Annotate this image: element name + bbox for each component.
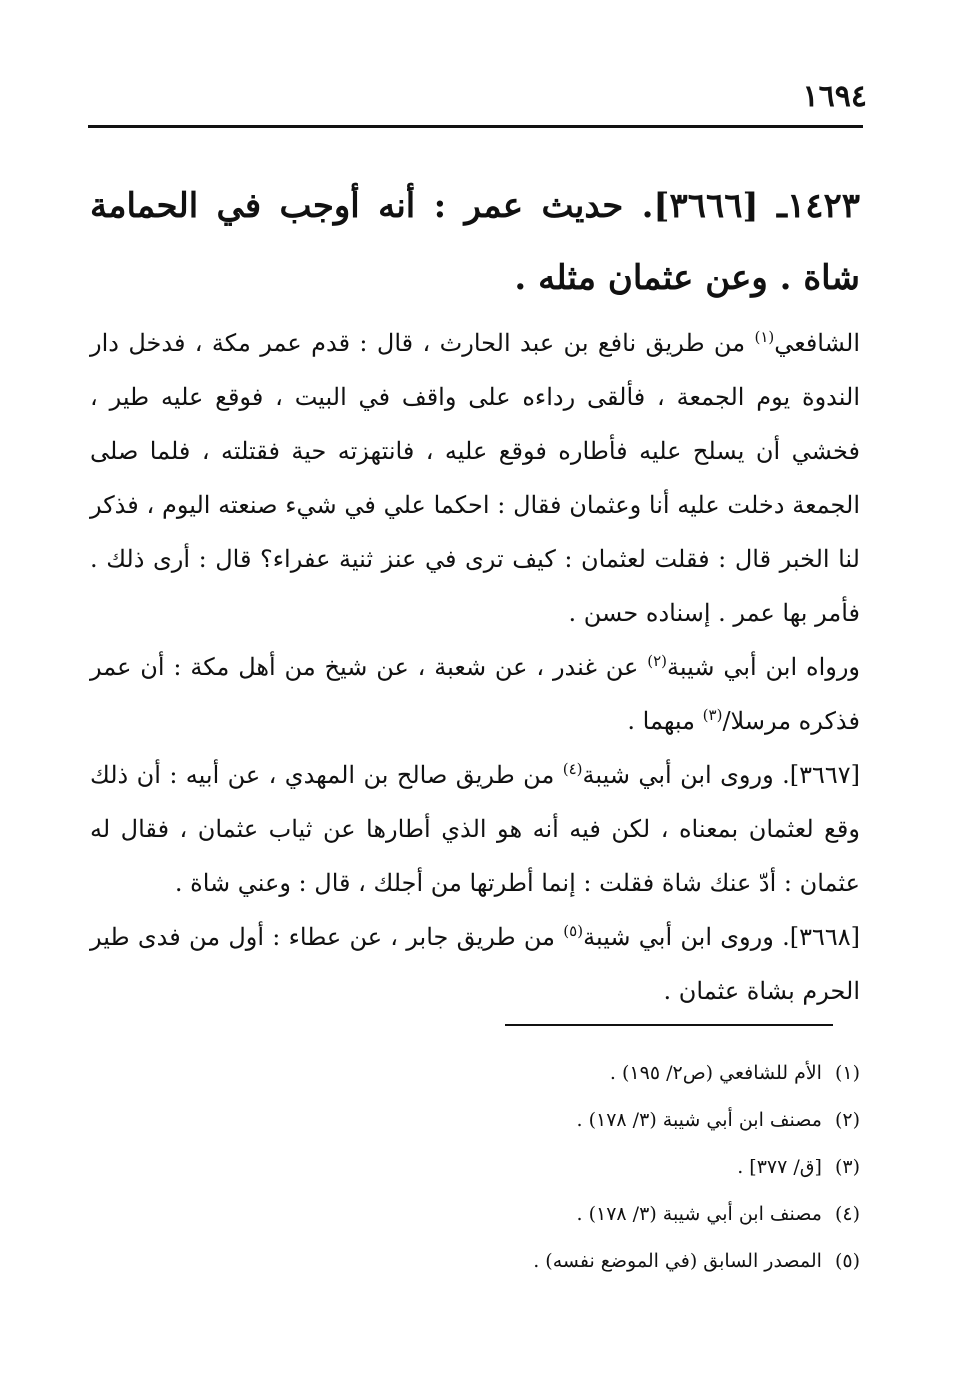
footnote-ref: (١) bbox=[754, 328, 775, 346]
footnote-ref: (٤) bbox=[562, 760, 583, 778]
paragraph-3667 bbox=[90, 748, 860, 910]
footnote-item bbox=[90, 1050, 860, 1097]
footnote-number: (١) bbox=[834, 1062, 860, 1084]
footnote-ref: (٣) bbox=[702, 706, 723, 724]
footnote-number: (٣) bbox=[834, 1156, 860, 1178]
footnotes-list bbox=[90, 1050, 860, 1285]
footnote-item bbox=[90, 1191, 860, 1238]
footnote-number: (٢) bbox=[834, 1109, 860, 1131]
body-text bbox=[90, 316, 860, 1018]
footnote-number: (٤) bbox=[834, 1203, 860, 1225]
footnote-item bbox=[90, 1144, 860, 1191]
paragraph-text: [٣٦٦٨]. وروى ابن أبي شيبة bbox=[583, 923, 860, 951]
paragraph-text: الشافعي bbox=[774, 329, 860, 357]
paragraph-ibn-abi-shaybah bbox=[90, 640, 860, 748]
footnote-ref: (٥) bbox=[563, 922, 584, 940]
paragraph-3668 bbox=[90, 910, 860, 1018]
footnote-text: المصدر السابق (في الموضع نفسه) . bbox=[533, 1250, 822, 1272]
paragraph-text: [٣٦٦٧]. وروى ابن أبي شيبة bbox=[582, 761, 860, 789]
paragraph-text: من طريق جابر ، عن عطاء : أول من فدى طير الحرم بشاة عثمان . bbox=[90, 923, 860, 1005]
paragraph-text: مبهما . bbox=[627, 707, 703, 735]
paragraph-shafii bbox=[90, 316, 860, 640]
footnote-number: (٥) bbox=[834, 1250, 860, 1272]
paragraph-text: ورواه ابن أبي شيبة bbox=[667, 653, 861, 681]
footnote-text: الأم للشافعي (ص٢/ ١٩٥) . bbox=[609, 1062, 822, 1084]
paragraph-text: من طريق نافع بن عبد الحارث ، قال : قدم عمر مكة ، فدخل دار الندوة يوم الجمعة ، فألقى رداءه على واقف في البيت ، فوقع عليه طير ، فخشي أن يسلح عليه فأطاره فوقع عليه ، فانتهزته حية فقتلته ، فلما صلى الجمعة دخلت عليه أنا وعثمان فقال : احكما علي في شيء صنعته اليوم ، فذكر لنا الخبر قال : فقلت لعثمان : كيف ترى في عنز ثنية عفراء؟ قال : أرى ذلك . فأمر بها عمر . إسناده حسن . bbox=[90, 329, 860, 627]
paragraph-text: عن غندر ، عن شعبة ، عن شيخ من أهل مكة : أن عمر فذكره مرسلا/ bbox=[90, 653, 860, 735]
page-number: ١٦٩٤ bbox=[802, 79, 867, 114]
footnote-ref: (٢) bbox=[647, 652, 668, 670]
hadith-heading: ١٤٢٣ـ [٣٦٦٦]. حديث عمر : أنه أوجب في الحمامة شاة . وعن عثمان مثله . bbox=[90, 186, 860, 298]
footnote-item bbox=[90, 1238, 860, 1285]
header-rule bbox=[88, 125, 863, 128]
footnote-text: مصنف ابن أبي شيبة (٣/ ١٧٨) . bbox=[576, 1203, 822, 1225]
footnote-text: مصنف ابن أبي شيبة (٣/ ١٧٨) . bbox=[576, 1109, 822, 1131]
footnote-text: [ق/ ٣٧٧] . bbox=[737, 1156, 822, 1178]
paragraph-text: من طريق صالح بن المهدي ، عن أبيه : أن ذلك وقع لعثمان بمعناه ، لكن فيه أنه هو الذي أطارها عن ثياب عثمان ، فقال له عثمان : أدّ عنك شاة فقلت : إنما أطرتها من أجلك ، قال : وعني شاة . bbox=[90, 761, 860, 897]
footnote-item bbox=[90, 1097, 860, 1144]
footnote-rule bbox=[505, 1024, 833, 1026]
